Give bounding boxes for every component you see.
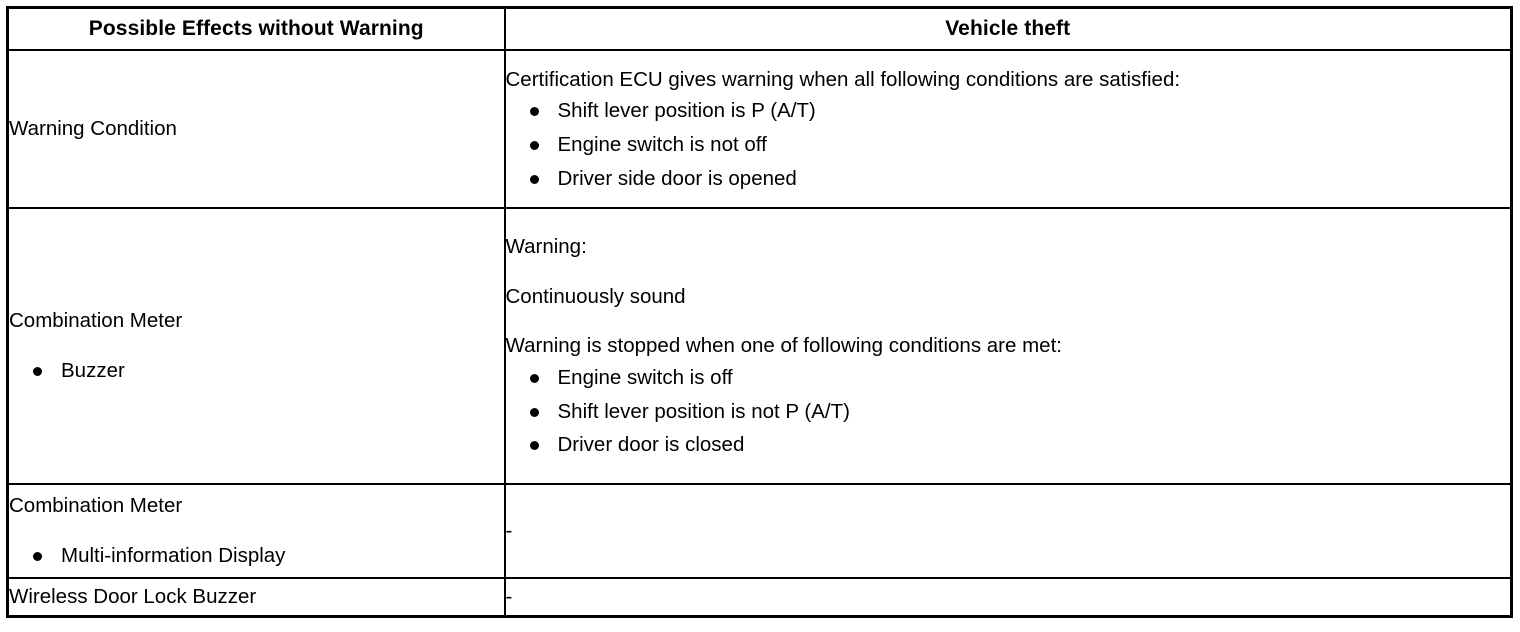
table-row: [8, 50, 1512, 208]
table-row: [8, 578, 1512, 616]
list-item: Shift lever position is not P (A/T): [506, 398, 1511, 426]
row-sublabel-buzzer: Buzzer: [9, 357, 504, 385]
table-header-row: [8, 8, 1512, 51]
row-label-wireless-door-lock-buzzer: Wireless Door Lock Buzzer: [8, 578, 505, 616]
warning-spec-table: [6, 6, 1513, 618]
row-content-display: [505, 484, 1512, 578]
empty-value: -: [505, 519, 513, 543]
row-sublabel-multi-information-display: Multi-information Display: [9, 542, 504, 570]
warning-condition-intro: Certification ECU gives warning when all following conditions are satisfied:: [505, 67, 1181, 91]
list-item: Engine switch is not off: [506, 131, 1511, 159]
table-row: [8, 484, 1512, 578]
warning-condition-list: [506, 97, 1511, 192]
column-header-effects: Possible Effects without Warning: [8, 8, 505, 51]
list-item: Driver door is closed: [506, 431, 1511, 459]
buzzer-warning-label: Warning:: [505, 234, 587, 258]
row-label-warning-condition: Warning Condition: [8, 50, 505, 208]
row-label-combination-meter-display: [8, 484, 505, 578]
row-content-warning-condition: [505, 50, 1512, 208]
row-label-combination-meter-buzzer: [8, 208, 505, 484]
buzzer-stop-intro: Warning is stopped when one of following conditions are met:: [505, 334, 1062, 358]
row-content-buzzer: [505, 208, 1512, 484]
row-label-text: Combination Meter: [9, 309, 183, 333]
row-label-text: Combination Meter: [9, 494, 183, 518]
buzzer-sound-text: Continuously sound: [505, 284, 686, 308]
list-item: Shift lever position is P (A/T): [506, 97, 1511, 125]
column-header-vehicle-theft: Vehicle theft: [505, 8, 1512, 51]
list-item: Engine switch is off: [506, 364, 1511, 392]
row-content-wireless: [505, 578, 1512, 616]
buzzer-stop-list: [506, 364, 1511, 459]
empty-value: -: [505, 584, 513, 608]
table-row: [8, 208, 1512, 484]
list-item: Driver side door is opened: [506, 165, 1511, 193]
